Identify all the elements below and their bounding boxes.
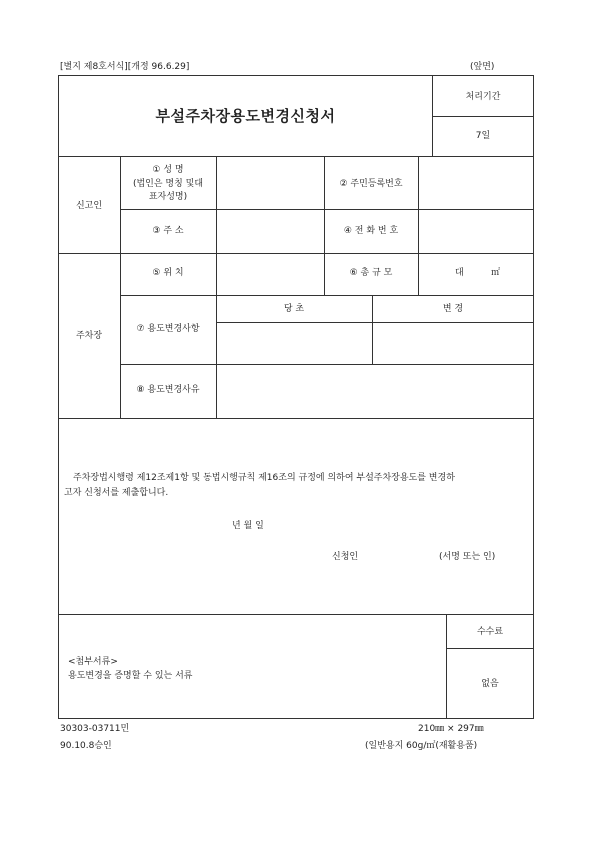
total-scale-label: ⑥ 총 규 모 <box>349 268 393 278</box>
original-use-field[interactable] <box>217 323 371 363</box>
processing-period-label: 처리기간 <box>465 92 501 102</box>
parking-section-label: 주차장 <box>75 331 103 341</box>
divider <box>58 418 534 419</box>
front-side-label: (앞면) <box>470 62 495 72</box>
divider <box>432 116 534 117</box>
statement-text: 고자 신청서를 제출합니다. <box>64 488 169 498</box>
name-sublabel: (법인은 명칭 및대 <box>132 179 204 189</box>
divider <box>58 614 534 615</box>
applicant-section-label: 신고인 <box>75 201 103 211</box>
statement-text: 주차장법시행령 제12조제1항 및 동법시행규칙 제16조의 규정에 의하여 부설주차장용도를 변경하 <box>73 473 455 483</box>
form-number: [별지 제8호서식][개정 96.6.29] <box>60 62 190 72</box>
changed-use-field[interactable] <box>373 323 533 363</box>
signature-instruction: (서명 또는 인) <box>439 552 496 562</box>
change-reason-field[interactable] <box>217 365 533 417</box>
fee-value: 없음 <box>481 679 499 689</box>
paper-type: (일반용지 60g/㎡(재활용품) <box>365 741 478 751</box>
location-field[interactable] <box>217 254 323 294</box>
change-reason-label: ⑧ 용도변경사유 <box>136 385 200 395</box>
address-label: ③ 주 소 <box>152 226 184 236</box>
name-label: ① 성 명 <box>152 165 184 175</box>
scale-unit-area: ㎡ <box>491 268 501 278</box>
paper-size: 210㎜ × 297㎜ <box>418 724 484 734</box>
fee-label: 수수료 <box>476 627 504 637</box>
location-label: ⑤ 위 치 <box>152 268 184 278</box>
applicant-signature-label: 신청인 <box>332 552 359 562</box>
changed-header: 변 경 <box>442 304 464 314</box>
name-field[interactable] <box>217 157 323 208</box>
approval-date: 90.10.8승인 <box>60 741 112 751</box>
attachments-title: <첨부서류> <box>68 657 118 667</box>
divider <box>120 295 534 296</box>
divider <box>446 648 534 649</box>
processing-period-value: 7일 <box>475 131 491 141</box>
resident-number-label: ② 주민등록번호 <box>339 179 403 189</box>
name-sublabel: 표자성명) <box>148 192 188 202</box>
page-title: 부설주차장용도변경신청서 <box>155 107 336 125</box>
scale-unit-cars: 대 <box>455 268 464 278</box>
resident-number-field[interactable] <box>419 157 533 208</box>
original-header: 당 초 <box>283 304 305 314</box>
change-items-label: ⑦ 용도변경사항 <box>136 324 200 334</box>
address-field[interactable] <box>217 210 323 252</box>
phone-label: ④ 전 화 번 호 <box>343 226 399 236</box>
phone-field[interactable] <box>419 210 533 252</box>
form-code: 30303-03711민 <box>60 724 130 734</box>
attachments-item: 용도변경을 증명할 수 있는 서류 <box>68 671 193 681</box>
date-line: 년 월 일 <box>232 521 264 531</box>
